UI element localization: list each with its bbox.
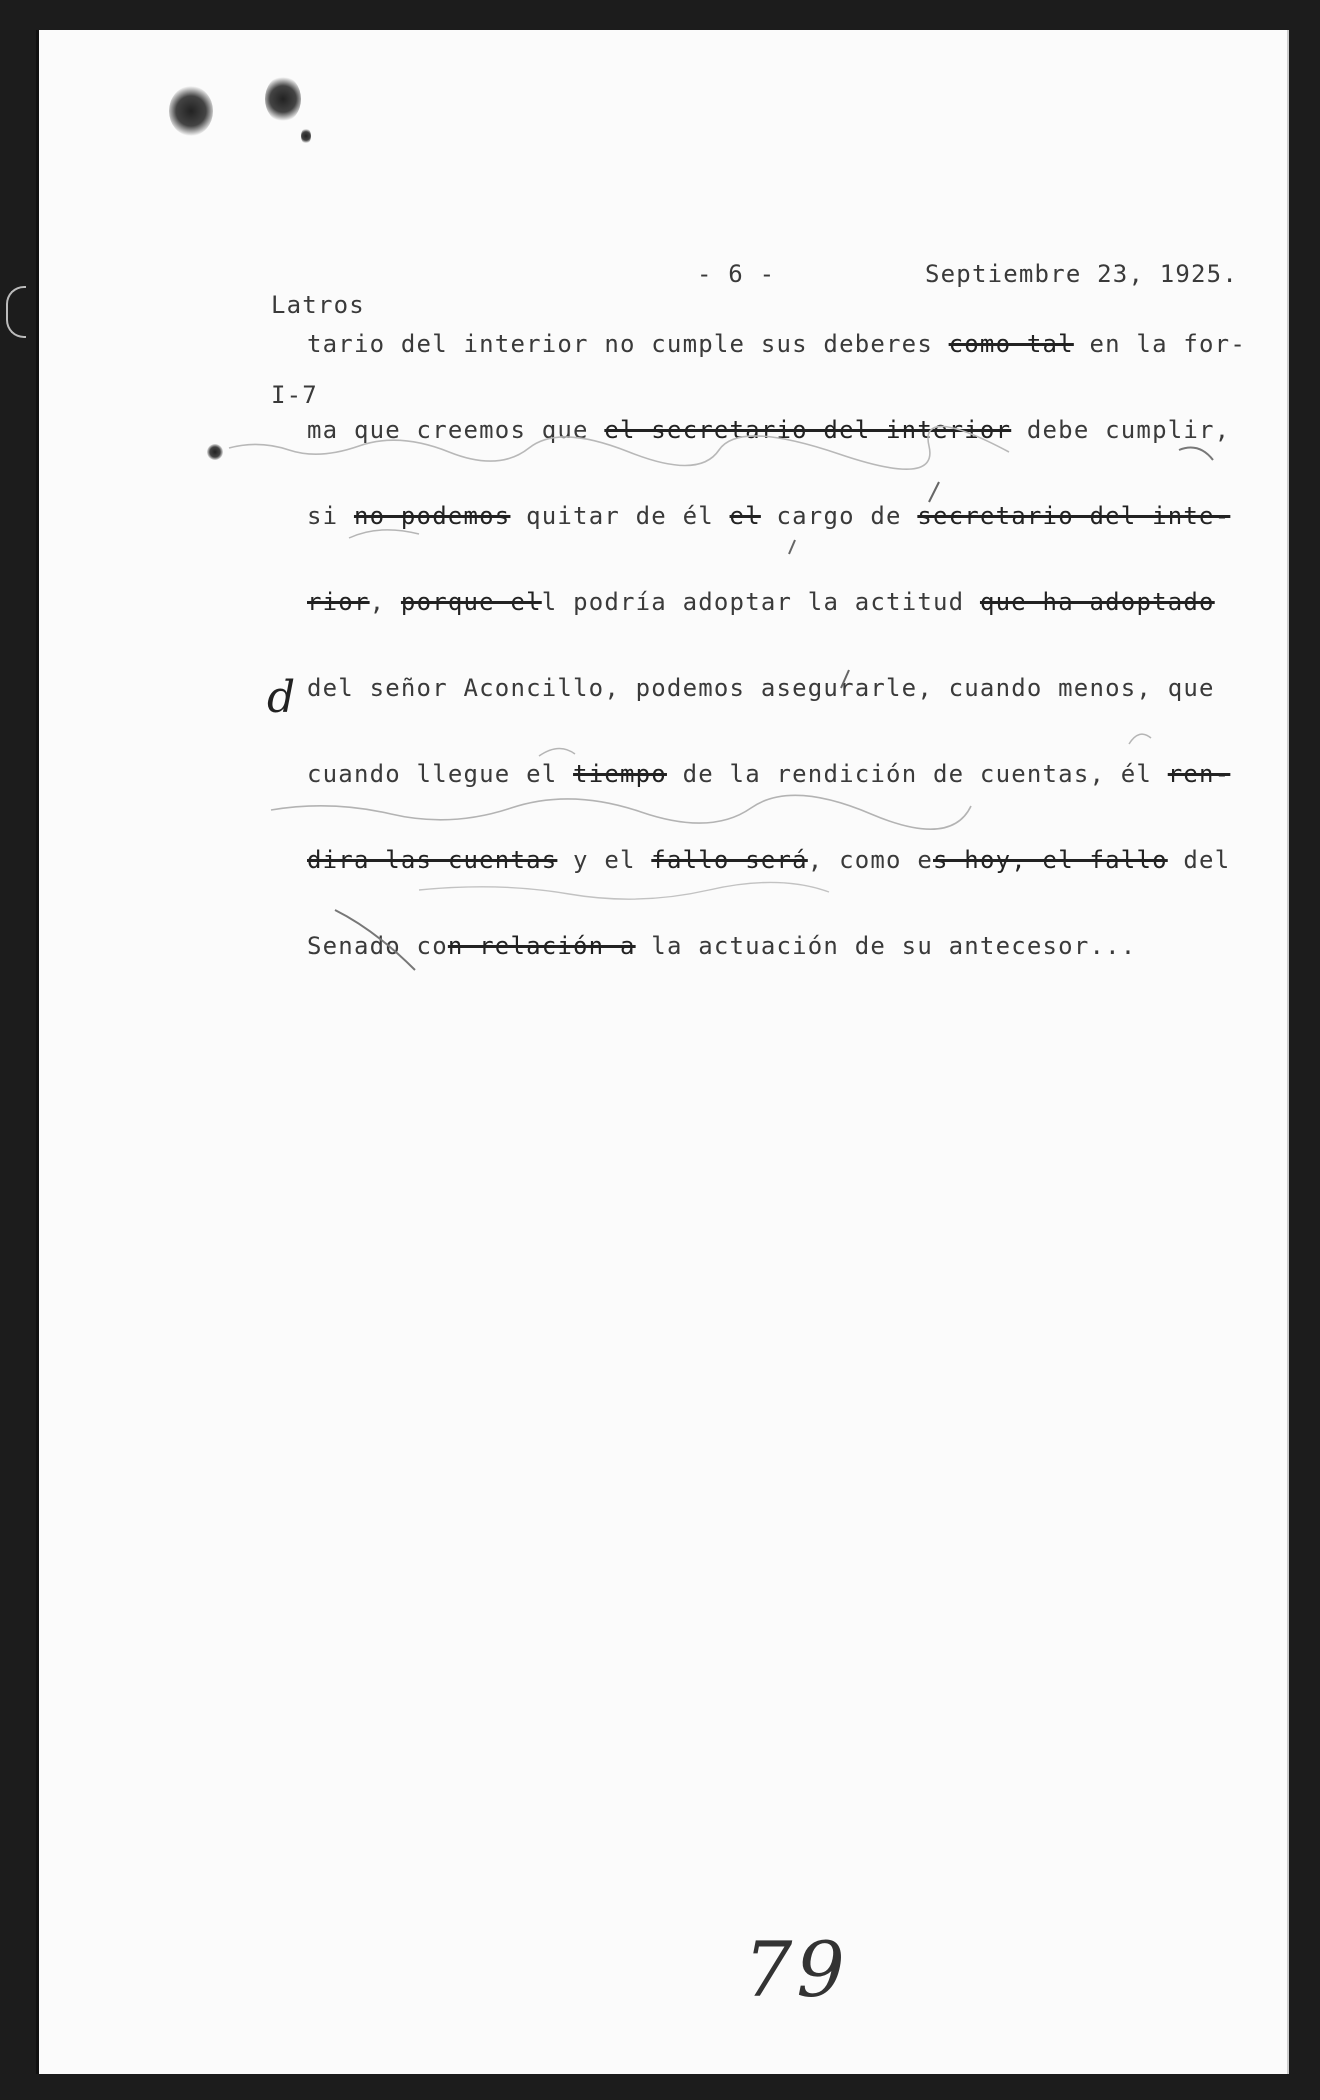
struck-text: fallo será (651, 846, 808, 874)
body-text-segment: ma que creemos que (307, 416, 605, 444)
body-text-segment: la actuación de su antecesor... (635, 932, 1137, 960)
header-code: I-7 (271, 381, 318, 409)
body-text-segment: , (369, 588, 401, 616)
body-text-segment: l podría adoptar la actitud (541, 588, 980, 616)
body-text-segment: , como e (807, 846, 933, 874)
struck-text: tiempo (573, 760, 667, 788)
body-text-segment: debe cumplir, (1011, 416, 1231, 444)
body-text-segment: del señor Aconcillo, podemos asegurarle, cuando menos, que (307, 674, 1215, 702)
struck-text: no podemos (353, 502, 511, 530)
body-line (307, 760, 1230, 788)
body-text-segment: cuando llegue el (307, 760, 574, 788)
struck-text: porque el (400, 588, 542, 616)
body-text-segment: en la for- (1073, 330, 1246, 358)
body-text-segment: quitar de él (510, 502, 730, 530)
body-line (307, 588, 1215, 616)
struck-text: s hoy, el fallo (933, 846, 1168, 874)
struck-text: como tal (948, 330, 1074, 358)
body-text-segment: si (307, 502, 354, 530)
body-text-segment: cargo de (760, 502, 918, 530)
struck-text: rior (307, 588, 370, 616)
struck-text: el secretario del interior (604, 416, 1012, 444)
struck-text: secretario del inte- (917, 502, 1231, 530)
ink-smudge-2 (265, 76, 301, 122)
page-indicator: - 6 - (697, 260, 776, 288)
body-text-segment: de la rendición de cuentas, él (666, 760, 1168, 788)
handwritten-margin-mark: d (267, 672, 296, 723)
struck-text: n relación a (447, 932, 636, 960)
ink-smudge-3 (207, 444, 223, 460)
header-name: Latros (271, 291, 365, 319)
ink-smudge-1 (169, 86, 213, 136)
struck-text: que ha adoptado (979, 588, 1215, 616)
document-date: Septiembre 23, 1925. (925, 260, 1238, 288)
body-line (307, 932, 1136, 960)
ink-dot (301, 128, 311, 144)
body-line (307, 674, 1215, 702)
scan-edge-mark (6, 286, 26, 338)
struck-text: dira las cuentas (307, 846, 558, 874)
body-text-segment: tario del interior no cumple sus deberes (307, 330, 949, 358)
struck-text: ren- (1167, 760, 1231, 788)
body-text-segment: y el (557, 846, 652, 874)
body-text-segment: Senado co (307, 932, 448, 960)
struck-text: el (729, 502, 761, 530)
document-page (36, 30, 1289, 2074)
body-line (307, 416, 1230, 444)
body-text-segment: del (1167, 846, 1231, 874)
body-line (307, 846, 1230, 874)
body-line (307, 502, 1230, 530)
body-line (307, 330, 1246, 358)
handwritten-page-number: 79 (744, 1925, 849, 2014)
